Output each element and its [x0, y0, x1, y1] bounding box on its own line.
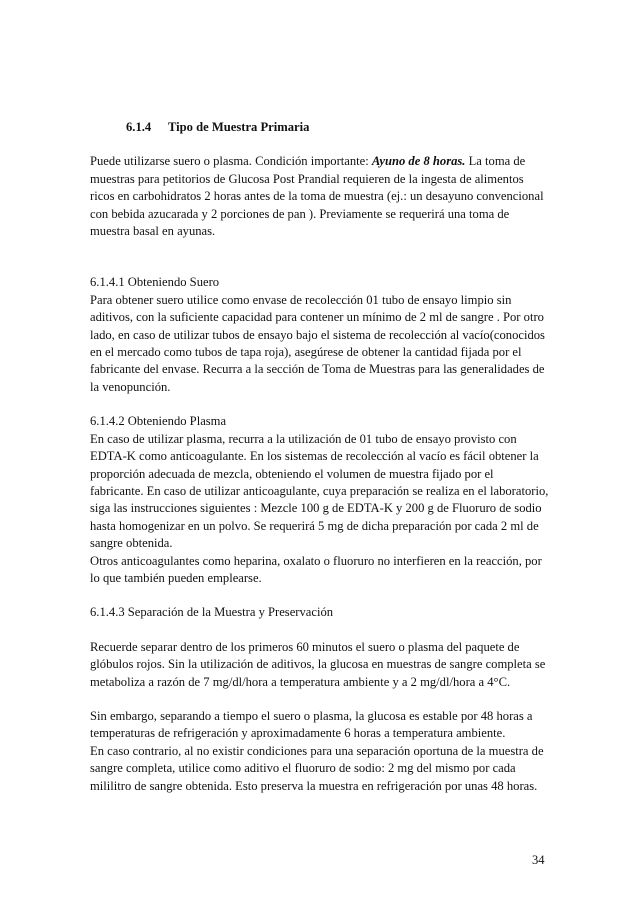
spacer	[90, 587, 550, 604]
suero-subsection	[90, 274, 550, 396]
spacer	[90, 691, 550, 708]
separacion-paragraph-1: Recuerde separar dentro de los primeros 60 minutos el suero o plasma del paquete de glóbulos rojos. Sin la utilización de aditivos, la glucosa en muestras de sangre completa se metaboliza a razón de 7 mg/dl/hora a temperatura ambiente y a 2 mg/dl/hora a 4°C.	[90, 639, 546, 689]
suero-body: Para obtener suero utilice como envase de recolección 01 tubo de ensayo limpio sin aditivos, con la suficiente capacidad para contener un mínimo de 2 ml de sangre . Por otro lado, en caso de utilizar tubos de ensayo bajo el sistema de recolección al vacío(conocidos en el mercado como tubos de tapa roja), asegúrese de obtener la cantidad fijada por el fabricante del envase. Recurra a la sección de Toma de Muestras para las generalidades de la venopunción.	[90, 292, 545, 394]
plasma-title: 6.1.4.2 Obteniendo Plasma	[90, 414, 227, 429]
intro-emphasis: Ayuno de 8 horas.	[371, 154, 466, 169]
page-number: 34	[532, 853, 545, 867]
section-title: Tipo de Muestra Primaria	[168, 120, 310, 134]
intro-paragraph	[90, 153, 550, 240]
suero-title: 6.1.4.1 Obteniendo Suero	[90, 275, 220, 290]
spacer	[90, 396, 550, 413]
plasma-body: En caso de utilizar plasma, recurra a la utilización de 01 tubo de ensayo provisto con EDTA-K como anticoagulante. En los sistemas de recolección al vacío es fácil obtener la proporción adecuada de mezcla, obteniendo el volumen de muestra fijado por el fabricante. En caso de utilizar anticoagulante, cuya preparación se realiza en el laboratorio, siga las instrucciones siguientes : Mezcle 100 g de EDTA-K y 200 g de Fluoruro de sodio hasta homogenizar en un polvo. Se requerirá 5 mg de dicha preparación por cada 2 ml de sangre obtenida.	[90, 431, 549, 551]
spacer	[90, 240, 550, 274]
separacion-paragraph-2: Sin embargo, separando a tiempo el suero o plasma, la glucosa es estable por 48 horas a temperaturas de refrigeración y aproximadamente 6 horas a temperatura ambiente.	[90, 708, 533, 741]
section-heading	[126, 119, 550, 136]
separacion-paragraph-3: En caso contrario, al no existir condiciones para una separación oportuna de la muestra de sangre completa, utilice como aditivo el fluoruro de sodio: 2 mg del mismo por cada mililitro de sangre obtenida. Esto preserva la muestra en refrigeración por unas 48 horas.	[90, 743, 544, 793]
separacion-title: 6.1.4.3 Separación de la Muestra y Preservación	[90, 605, 334, 620]
intro-text-after: La toma de muestras para petitorios de Glucosa Post Prandial requieren de la ingesta de alimentos ricos en carbohidratos 2 horas antes de la toma de muestra (ej.: un desayuno convencional con bebida azucarada y 2 porciones de pan ). Previamente se requerirá una toma de muestra basal en ayunas.	[90, 154, 544, 239]
page-content	[90, 119, 550, 795]
spacer	[90, 622, 550, 639]
plasma-subsection	[90, 413, 550, 587]
section-number: 6.1.4	[126, 120, 152, 134]
plasma-note: Otros anticoagulantes como heparina, oxalato o fluoruro no interfieren en la reacción, por lo que también pueden emplearse.	[90, 553, 542, 585]
separacion-paragraph-2-3	[90, 708, 550, 795]
intro-text-before: Puede utilizarse suero o plasma. Condición importante:	[90, 154, 372, 169]
